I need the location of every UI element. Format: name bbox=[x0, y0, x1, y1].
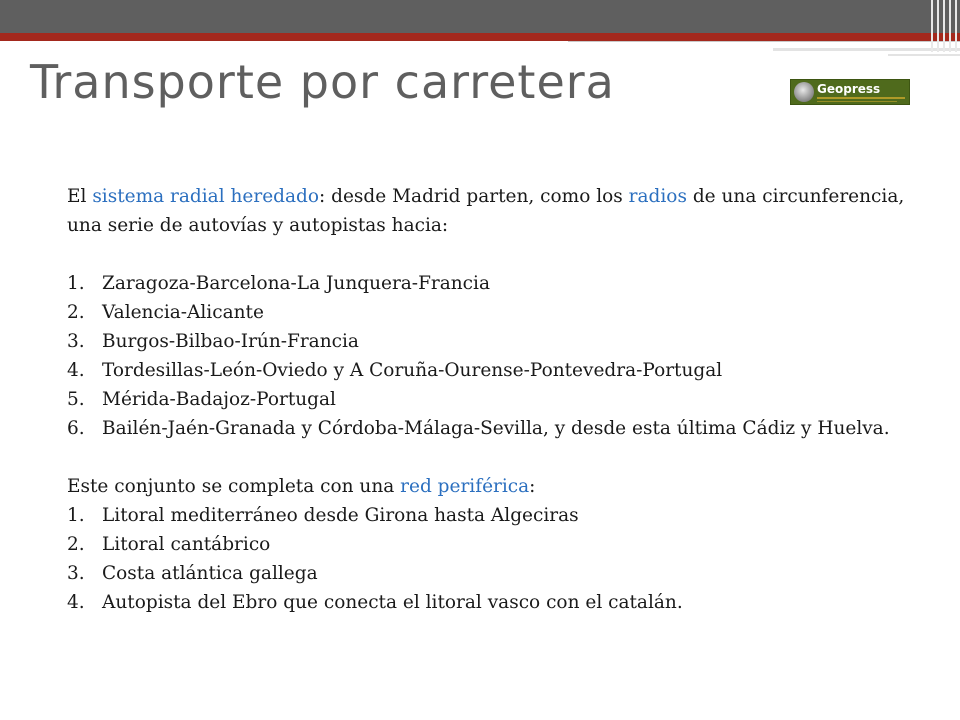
header-line bbox=[888, 54, 960, 56]
header-accent-bar bbox=[0, 33, 960, 41]
intro-text: Este conjunto se completa con una bbox=[67, 476, 401, 497]
header-stripe bbox=[943, 0, 945, 52]
slide-body bbox=[67, 182, 917, 617]
list-number: 5. bbox=[67, 389, 85, 410]
list-number: 3. bbox=[67, 331, 85, 352]
list-number: 2. bbox=[67, 534, 85, 555]
list-text: Autopista del Ebro que conecta el litoral vasco con el catalán. bbox=[102, 592, 683, 613]
list-item bbox=[67, 588, 917, 617]
list-item bbox=[67, 385, 917, 414]
intro-text: : bbox=[529, 476, 536, 497]
list-item bbox=[67, 559, 917, 588]
spacer bbox=[67, 240, 917, 269]
header-stripe bbox=[949, 0, 951, 52]
highlight-term: sistema radial heredado bbox=[92, 186, 320, 207]
logo-tagline bbox=[817, 97, 905, 99]
list-number: 1. bbox=[67, 273, 85, 294]
list-item bbox=[67, 269, 917, 298]
logo-text: Geopress bbox=[817, 82, 881, 96]
list-text: Litoral mediterráneo desde Girona hasta Algeciras bbox=[102, 505, 579, 526]
list-number: 4. bbox=[67, 360, 85, 381]
list-item bbox=[67, 356, 917, 385]
list-text: Zaragoza-Barcelona-La Junquera-Francia bbox=[102, 273, 490, 294]
list-text: Burgos-Bilbao-Irún-Francia bbox=[102, 331, 359, 352]
list-text: Mérida-Badajoz-Portugal bbox=[102, 389, 336, 410]
spacer bbox=[67, 443, 917, 472]
header-line bbox=[568, 41, 960, 42]
list-text: Valencia-Alicante bbox=[102, 302, 264, 323]
list-item bbox=[67, 530, 917, 559]
globe-icon bbox=[794, 82, 814, 102]
list-number: 4. bbox=[67, 592, 85, 613]
list-number: 1. bbox=[67, 505, 85, 526]
logo-tagline bbox=[817, 101, 897, 102]
highlight-term: red periférica bbox=[400, 476, 530, 497]
geopress-logo bbox=[790, 79, 910, 105]
intro-paragraph bbox=[67, 182, 917, 240]
header-stripe bbox=[931, 0, 933, 52]
header-stripe bbox=[955, 0, 957, 52]
list-item bbox=[67, 501, 917, 530]
list-text: Litoral cantábrico bbox=[102, 534, 271, 555]
list-item bbox=[67, 414, 917, 443]
list-number: 6. bbox=[67, 418, 85, 439]
list-number: 3. bbox=[67, 563, 85, 584]
list-item bbox=[67, 327, 917, 356]
list-item bbox=[67, 298, 917, 327]
list-text: Costa atlántica gallega bbox=[102, 563, 318, 584]
radial-route-list bbox=[67, 269, 917, 443]
list-text: Tordesillas-León-Oviedo y A Coruña-Ourense-Pontevedra-Portugal bbox=[102, 360, 723, 381]
list-number: 2. bbox=[67, 302, 85, 323]
peripheral-route-list bbox=[67, 501, 917, 617]
intro-text: El bbox=[67, 186, 93, 207]
intro-text: de una circunferencia, una serie de autovías y autopistas hacia: bbox=[67, 186, 905, 236]
header-stripe bbox=[937, 0, 939, 52]
intro-text: : desde Madrid parten, como los bbox=[319, 186, 629, 207]
slide-title: Transporte por carretera bbox=[30, 55, 615, 109]
highlight-term: radios bbox=[628, 186, 687, 207]
header-bar bbox=[0, 0, 960, 33]
peripheral-intro bbox=[67, 472, 917, 501]
list-text: Bailén-Jaén-Granada y Córdoba-Málaga-Sevilla, y desde esta última Cádiz y Huelva. bbox=[102, 418, 890, 439]
